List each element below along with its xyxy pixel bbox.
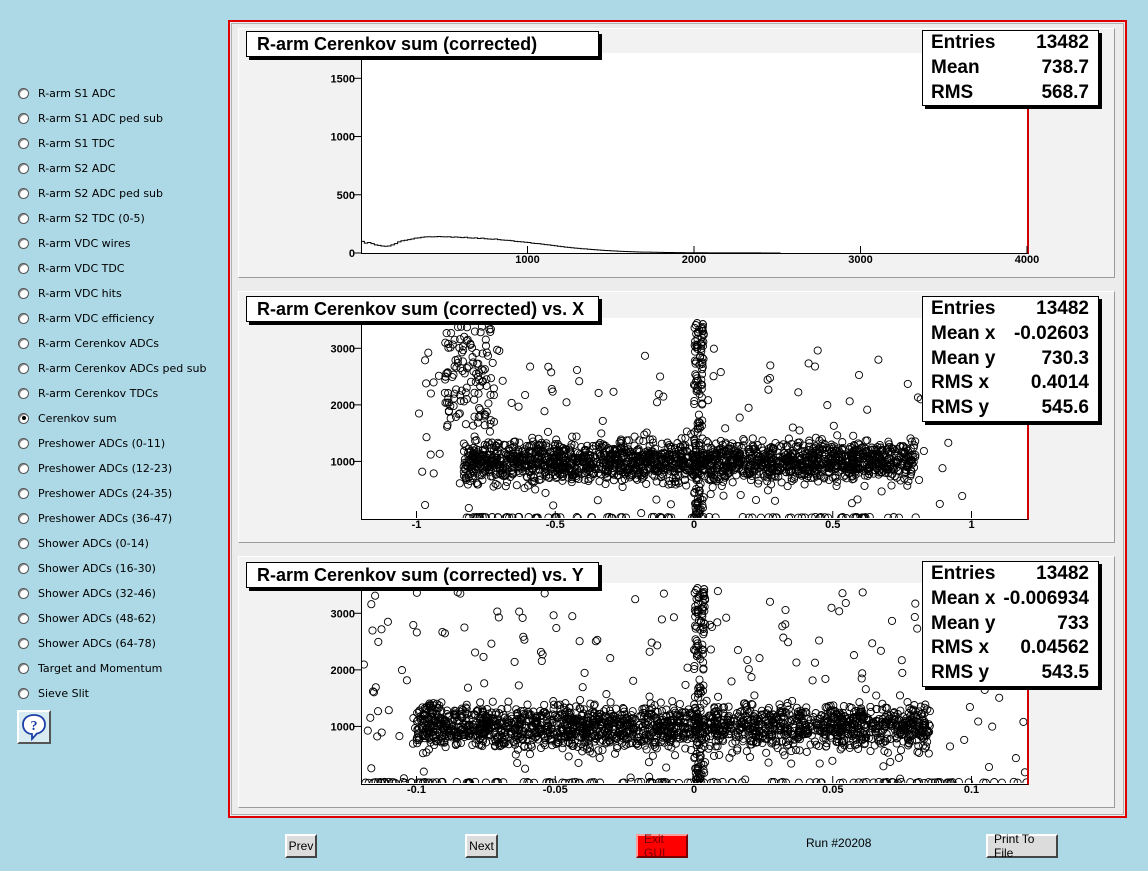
scatter-point: [374, 708, 381, 715]
scatter-point: [488, 640, 495, 647]
scatter-point: [480, 653, 487, 660]
radio-option-label: R-arm S1 ADC: [38, 86, 116, 100]
scatter-point: [526, 751, 533, 758]
scatter-point: [991, 779, 998, 786]
scatter-point: [829, 757, 836, 764]
scatter-point: [378, 626, 385, 633]
scatter-point: [716, 751, 723, 758]
stats-value: -0.02603: [1013, 322, 1089, 344]
x-tick-label: -0.1: [407, 784, 426, 796]
x-tick-label: 0.1: [963, 784, 980, 796]
y-tick-label: 1000: [330, 456, 355, 469]
scatter-point: [723, 614, 730, 621]
stats-value: 0.4014: [1030, 372, 1089, 394]
scatter-point: [816, 760, 823, 767]
stats-row: [923, 636, 1098, 661]
scatter-point: [461, 624, 468, 631]
scatter-point: [898, 657, 905, 664]
scatter-point: [728, 678, 735, 685]
scatter-point: [888, 617, 895, 624]
radio-option-label: Sieve Slit: [38, 686, 89, 700]
radio-option-label: R-arm S2 ADC ped sub: [38, 186, 164, 200]
scatter-point: [745, 666, 752, 673]
scatter-point: [607, 699, 614, 706]
y-tick-label: 2000: [330, 399, 355, 412]
radio-option-label: R-arm Cerenkov TDCs: [38, 386, 159, 400]
stats-row: [923, 562, 1098, 587]
scatter-point: [464, 684, 471, 691]
x-tick-label: 0: [690, 784, 698, 796]
scatter-point: [744, 656, 751, 663]
x-tick-label: 0.5: [825, 519, 841, 531]
stats-label: RMS x: [931, 637, 990, 659]
scatter-point: [836, 608, 843, 615]
stats-value: 545.6: [1041, 397, 1089, 419]
scatter-point: [765, 759, 772, 766]
stats-label: RMS y: [931, 662, 990, 684]
radio-option-label: Preshower ADCs (0-11): [38, 436, 166, 450]
scatter-point: [537, 648, 544, 655]
scatter-point: [410, 621, 417, 628]
y-tick-label: 0: [348, 248, 355, 260]
scatter-point: [489, 698, 496, 705]
scatter-point: [1021, 769, 1028, 776]
next-button[interactable]: [465, 834, 498, 858]
x-tick-label: -1: [411, 519, 422, 531]
scatter-point: [1023, 779, 1030, 786]
stats-value: 543.5: [1041, 662, 1089, 684]
y-tick-label: 500: [336, 189, 355, 202]
stats-label: Entries: [931, 563, 996, 584]
scatter-point: [966, 703, 973, 710]
stats-label: Mean x: [931, 587, 996, 609]
scatter-point: [603, 691, 610, 698]
exit-gui-button-label: Exit GUI: [644, 832, 666, 860]
scatter-point: [777, 779, 784, 786]
stats-label: RMS x: [931, 372, 990, 394]
scatter-point: [917, 703, 924, 710]
scatter-point: [457, 590, 464, 597]
scatter-point: [575, 759, 582, 766]
stats-value: 738.7: [1041, 56, 1089, 78]
scatter-point: [648, 639, 655, 646]
scatter-point: [453, 779, 460, 786]
scatter-point: [816, 637, 823, 644]
stats-row: [923, 587, 1098, 612]
scatter-point: [413, 589, 420, 596]
scatter-point: [842, 599, 849, 606]
scatter-point: [511, 658, 518, 665]
scatter-point: [766, 598, 773, 605]
scatter-point: [998, 779, 1005, 786]
stats-label: Mean y: [931, 612, 996, 634]
scatter-point: [914, 625, 921, 632]
scatter-point: [803, 748, 810, 755]
scatter-point: [684, 664, 691, 671]
scatter-point: [519, 614, 526, 621]
scatter-point: [403, 677, 410, 684]
stats-label: Mean x: [931, 322, 996, 344]
scatter-point: [788, 760, 795, 767]
scatter-point: [837, 746, 844, 753]
scatter-point: [714, 588, 721, 595]
scatter-point: [477, 699, 484, 706]
svg-text:?: ?: [30, 719, 38, 734]
radio-option-label: R-arm VDC hits: [38, 286, 122, 300]
scatter-point: [895, 754, 902, 761]
scatter-point: [374, 733, 381, 740]
scatter-point: [1020, 718, 1027, 725]
scatter-point: [658, 616, 665, 623]
scatter-point: [785, 639, 792, 646]
scatter-point: [739, 779, 746, 786]
x-tick-label: -0.05: [542, 784, 568, 796]
scatter-point: [649, 752, 656, 759]
y-tick-label: 1500: [330, 73, 355, 86]
scatter-point: [899, 669, 906, 676]
scatter-point: [360, 661, 367, 668]
scatter-point: [795, 779, 802, 786]
stats-value: 13482: [1036, 32, 1089, 53]
scatter-point: [682, 681, 689, 688]
scatter-point: [472, 649, 479, 656]
scatter-point: [500, 779, 507, 786]
radio-option-label: Preshower ADCs (12-23): [38, 461, 173, 475]
scatter-point: [763, 749, 770, 756]
y-tick-label: 1000: [330, 721, 355, 734]
x-tick-label: 3000: [848, 254, 873, 266]
scatter-point: [654, 642, 661, 649]
radio-option-label: R-arm S2 ADC: [38, 161, 116, 175]
scatter-point: [989, 723, 996, 730]
scatter-point: [815, 743, 822, 750]
run-number-label: Run #20208: [806, 836, 872, 850]
stats-value: 568.7: [1041, 81, 1089, 103]
scatter-point: [811, 659, 818, 666]
scatter-point: [420, 768, 427, 775]
scatter-point: [869, 640, 876, 647]
scatter-point: [370, 779, 377, 786]
radio-option-label: Shower ADCs (48-62): [38, 611, 156, 625]
scatter-point: [780, 634, 787, 641]
scatter-point: [632, 596, 639, 603]
x-tick-label: 4000: [1014, 254, 1040, 266]
scatter-point: [710, 752, 717, 759]
radio-option-label: R-arm S2 TDC (0-5): [38, 211, 145, 225]
scatter-point: [576, 638, 583, 645]
scatter-point: [921, 779, 928, 786]
scatter-point: [630, 677, 637, 684]
scatter-point: [670, 614, 677, 621]
stats-label: Entries: [931, 298, 996, 319]
scatter-point: [364, 727, 371, 734]
y-tick-label: 1000: [330, 131, 355, 144]
scatter-point: [985, 763, 992, 770]
scatter-point: [858, 675, 865, 682]
scatter-point: [368, 601, 375, 608]
radio-option-label: Shower ADCs (64-78): [38, 636, 156, 650]
stats-value: -0.006934: [1003, 587, 1089, 609]
scatter-point: [696, 676, 703, 683]
pad-title-scatter-x: R-arm Cerenkov sum (corrected) vs. X: [246, 296, 599, 322]
scatter-point: [482, 779, 489, 786]
scatter-point: [441, 630, 448, 637]
scatter-point: [748, 674, 755, 681]
radio-option-label: R-arm VDC wires: [38, 236, 131, 250]
radio-option-label: R-arm S1 TDC: [38, 136, 115, 150]
scatter-point: [651, 743, 658, 750]
radio-option-label: Preshower ADCs (24-35): [38, 486, 173, 500]
scatter-point: [975, 718, 982, 725]
scatter-point: [714, 619, 721, 626]
scatter-point: [788, 748, 795, 755]
radio-option-label: R-arm VDC efficiency: [38, 311, 155, 325]
scatter-point: [746, 753, 753, 760]
scatter-point: [751, 692, 758, 699]
scatter-point: [911, 613, 918, 620]
stats-value: 13482: [1036, 298, 1089, 319]
stats-label: RMS: [931, 81, 974, 103]
scatter-point: [896, 692, 903, 699]
scatter-point: [538, 657, 545, 664]
scatter-point: [577, 696, 584, 703]
radio-option-label: Shower ADCs (0-14): [38, 536, 149, 550]
scatter-point: [369, 627, 376, 634]
scatter-point: [660, 590, 667, 597]
scatter-point: [839, 590, 846, 597]
scatter-point: [887, 758, 894, 765]
scatter-point: [707, 646, 714, 653]
scatter-point: [828, 604, 835, 611]
scatter-point: [413, 629, 420, 636]
scatter-point: [629, 708, 636, 715]
scatter-point: [481, 680, 488, 687]
pad-title-histogram: R-arm Cerenkov sum (corrected): [246, 31, 599, 57]
x-tick-label: 1000: [515, 254, 540, 266]
scatter-point: [565, 753, 572, 760]
radio-option-label: R-arm VDC TDC: [38, 261, 125, 275]
scatter-point: [368, 765, 375, 772]
scatter-point: [579, 684, 586, 691]
y-tick-label: 3000: [330, 608, 355, 621]
next-button-label: Next: [469, 839, 494, 853]
y-tick-label: 3000: [330, 343, 355, 356]
scatter-point: [522, 765, 529, 772]
scatter-point: [863, 778, 870, 785]
scatter-point: [372, 592, 379, 599]
scatter-point: [742, 776, 749, 783]
radio-option-label: Shower ADCs (32-46): [38, 586, 156, 600]
print-to-file-button[interactable]: [986, 834, 1058, 858]
x-tick-label: 1: [968, 519, 975, 531]
x-tick-label: 0: [690, 519, 698, 531]
radio-option-label: Preshower ADCs (36-47): [38, 511, 173, 525]
scatter-point: [375, 638, 382, 645]
radio-option-label: R-arm Cerenkov ADCs: [38, 336, 160, 350]
scatter-point: [912, 600, 919, 607]
radio-option-label: R-arm Cerenkov ADCs ped sub: [38, 361, 207, 375]
scatter-point: [581, 669, 588, 676]
scatter-point: [396, 733, 403, 740]
stats-value: 733: [1057, 612, 1089, 634]
stats-value: 0.04562: [1020, 637, 1089, 659]
scatter-point: [595, 747, 602, 754]
scatter-point: [663, 764, 670, 771]
prev-button-label: Prev: [288, 839, 314, 853]
scatter-point: [981, 686, 988, 693]
scatter-point: [515, 682, 522, 689]
scatter-point: [539, 651, 546, 658]
scatter-point: [873, 692, 880, 699]
scatter-point: [734, 647, 741, 654]
radio-option-label: Shower ADCs (16-30): [38, 561, 156, 575]
radio-option-label: Cerenkov sum: [38, 411, 117, 425]
scatter-point: [809, 677, 816, 684]
scatter-point: [729, 779, 736, 786]
stats-row: [923, 612, 1098, 637]
x-tick-label: 0.05: [822, 784, 844, 796]
scatter-point: [996, 694, 1003, 701]
scatter-point: [569, 613, 576, 620]
scatter-point: [855, 779, 862, 786]
exit-gui-button[interactable]: [636, 834, 688, 858]
scatter-point: [378, 729, 385, 736]
radio-option-label: R-arm S1 ADC ped sub: [38, 111, 164, 125]
scatter-point: [398, 667, 405, 674]
x-tick-label: -0.5: [545, 519, 565, 531]
stats-label: Mean: [931, 56, 980, 78]
scatter-point: [367, 714, 374, 721]
scatter-point: [646, 648, 653, 655]
scatter-point: [793, 659, 800, 666]
stats-row: [923, 661, 1098, 686]
scatter-point: [671, 752, 678, 759]
scatter-point: [877, 647, 884, 654]
prev-button[interactable]: [285, 834, 317, 858]
stats-box-scatter-y: [922, 561, 1099, 687]
radio-option-label: Target and Momentum: [38, 661, 163, 675]
scatter-point: [756, 655, 763, 662]
scatter-point: [541, 590, 548, 597]
scatter-point: [782, 606, 789, 613]
scatter-point: [676, 700, 683, 707]
pad-title-scatter-y: R-arm Cerenkov sum (corrected) vs. Y: [246, 562, 599, 588]
scatter-point: [384, 618, 391, 625]
scatter-point: [1012, 755, 1019, 762]
scatter-point: [553, 624, 560, 631]
y-tick-label: 2000: [330, 664, 355, 677]
scatter-point: [719, 778, 726, 785]
scatter-point: [880, 763, 887, 770]
scatter-point: [822, 675, 829, 682]
scatter-point: [594, 636, 601, 643]
scatter-point: [607, 655, 614, 662]
scatter-point: [715, 693, 722, 700]
stats-value: 730.3: [1041, 347, 1089, 369]
print-to-file-button-label: Print To File: [994, 832, 1035, 860]
scatter-point: [925, 750, 932, 757]
scatter-point: [850, 652, 857, 659]
scatter-point: [524, 701, 531, 708]
scatter-point: [693, 587, 700, 594]
scatter-point: [961, 736, 968, 743]
scatter-point: [862, 686, 869, 693]
scatter-point: [596, 754, 603, 761]
stats-label: Mean y: [931, 347, 996, 369]
scatter-point: [550, 612, 557, 619]
scatter-point: [669, 698, 676, 705]
scatter-point: [514, 759, 521, 766]
scatter-point: [385, 707, 392, 714]
scatter-point: [946, 743, 953, 750]
stats-label: RMS y: [931, 397, 990, 419]
scatter-point: [646, 693, 653, 700]
x-tick-label: 2000: [681, 254, 707, 266]
scatter-point: [505, 698, 512, 705]
stats-value: 13482: [1036, 563, 1089, 584]
scatter-point: [897, 747, 904, 754]
scatter-point: [675, 779, 682, 786]
stats-label: Entries: [931, 32, 996, 53]
scatter-point: [893, 740, 900, 747]
scatter-point: [859, 589, 866, 596]
scatter-point: [645, 759, 652, 766]
scatter-point: [628, 778, 635, 785]
